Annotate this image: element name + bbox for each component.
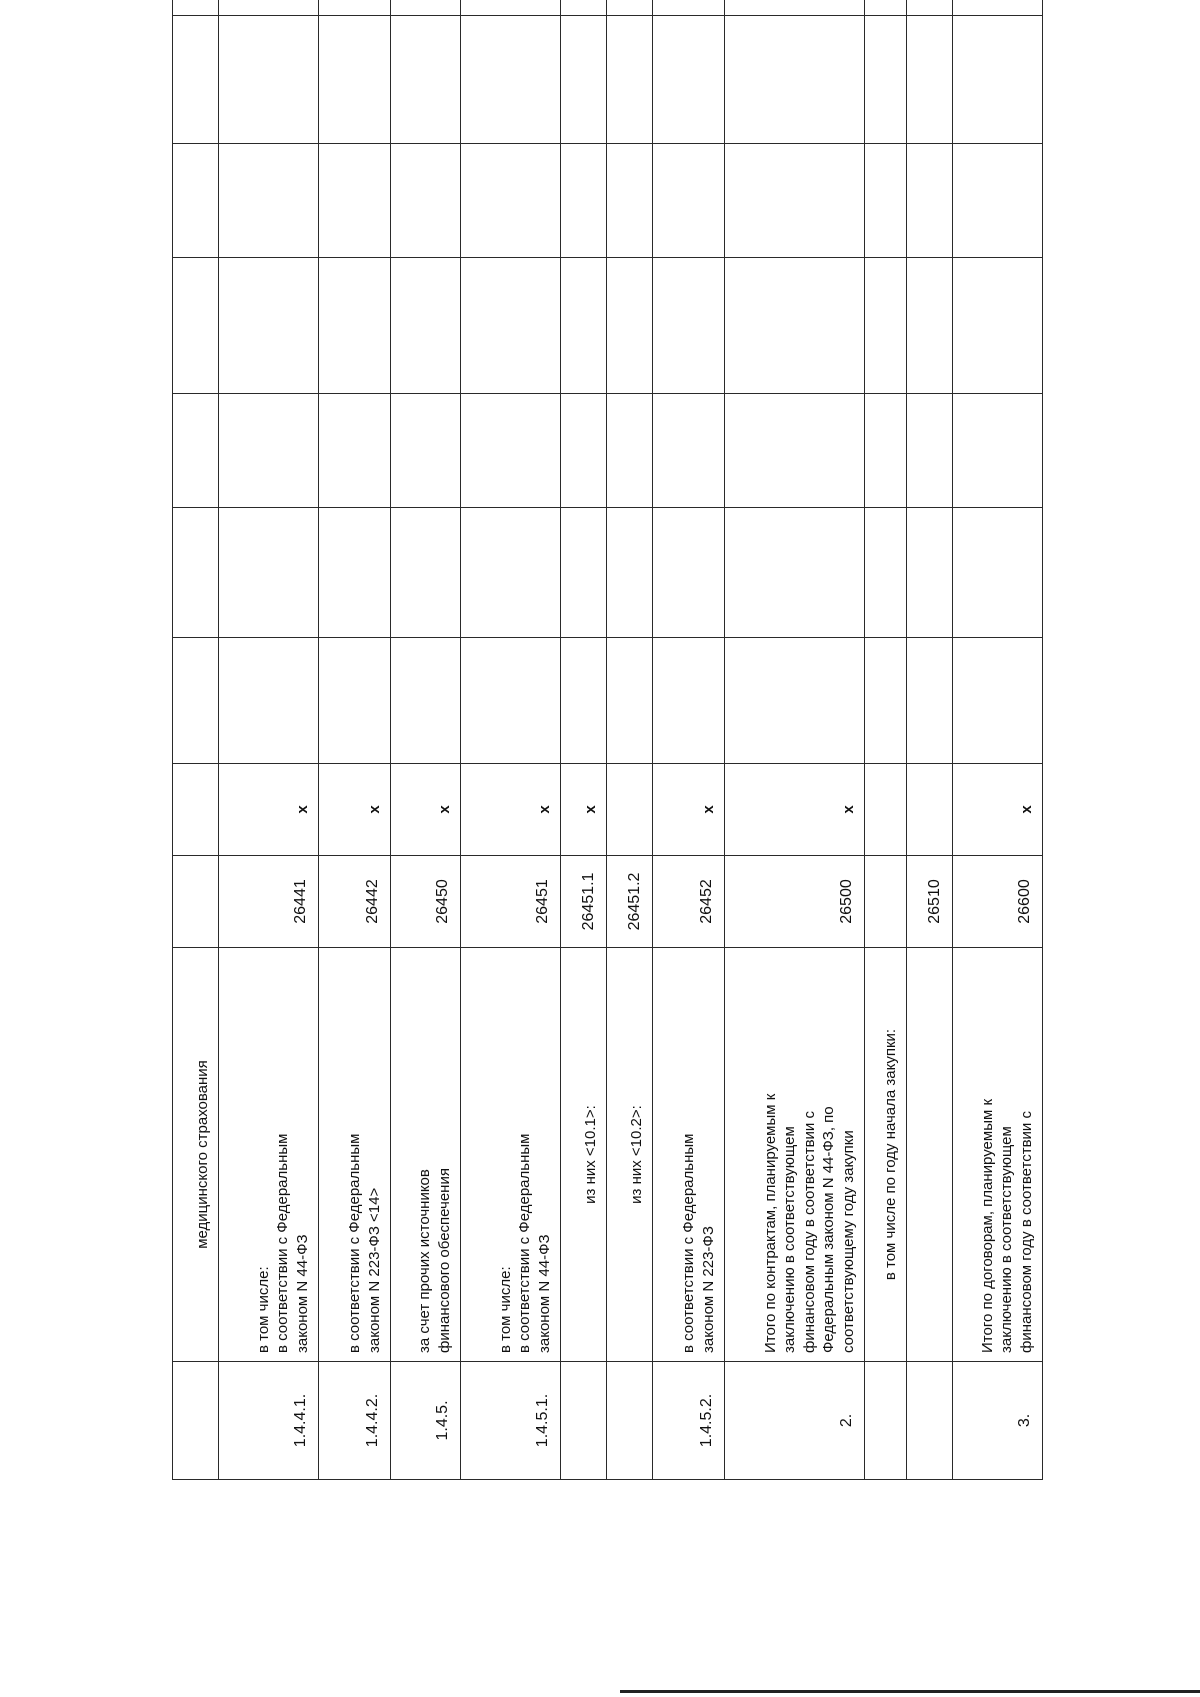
empty-cell <box>173 0 219 16</box>
empty-cell <box>907 144 953 258</box>
row-mark: x <box>319 764 391 856</box>
empty-cell <box>607 638 653 764</box>
table-row <box>561 0 607 1480</box>
empty-cell <box>953 394 1043 508</box>
empty-cell <box>219 16 319 144</box>
row-code: 26442 <box>319 856 391 948</box>
row-code: 26451.2 <box>607 856 653 948</box>
empty-cell <box>561 258 607 394</box>
empty-cell <box>607 144 653 258</box>
empty-cell <box>219 0 319 16</box>
empty-cell <box>319 258 391 394</box>
row-name: в том числе: в соответствии с Федеральным законом N 44-ФЗ <box>461 948 561 1362</box>
empty-cell <box>907 258 953 394</box>
row-number <box>865 1362 907 1480</box>
table-row <box>461 0 561 1480</box>
row-name: в соответствии с Федеральным законом N 223-ФЗ <14> <box>319 948 391 1362</box>
empty-cell <box>907 394 953 508</box>
empty-cell <box>219 394 319 508</box>
table-row <box>173 0 219 1480</box>
financial-table <box>172 0 1043 1480</box>
empty-cell <box>173 144 219 258</box>
table-row <box>219 0 319 1480</box>
row-number: 3. <box>953 1362 1043 1480</box>
empty-cell <box>391 258 461 394</box>
empty-cell <box>725 258 865 394</box>
row-number: 2. <box>725 1362 865 1480</box>
empty-cell <box>653 0 725 16</box>
empty-cell <box>319 394 391 508</box>
empty-cell <box>725 144 865 258</box>
empty-cell <box>907 508 953 638</box>
row-code: 26450 <box>391 856 461 948</box>
empty-cell <box>173 16 219 144</box>
empty-cell <box>561 638 607 764</box>
row-mark <box>907 764 953 856</box>
empty-cell <box>391 16 461 144</box>
row-mark: x <box>391 764 461 856</box>
empty-cell <box>725 508 865 638</box>
row-code <box>865 856 907 948</box>
row-mark <box>865 764 907 856</box>
empty-cell <box>391 0 461 16</box>
empty-cell <box>865 508 907 638</box>
empty-cell <box>953 16 1043 144</box>
empty-cell <box>461 16 561 144</box>
table-row <box>391 0 461 1480</box>
row-name: Итого по контрактам, планируемым к заключению в соответствующем финансовом году в соответствии с Федеральным законом N 44-ФЗ, по соответствующему году закупки <box>725 948 865 1362</box>
empty-cell <box>865 0 907 16</box>
row-number: 1.4.5. <box>391 1362 461 1480</box>
empty-cell <box>561 16 607 144</box>
row-name <box>907 948 953 1362</box>
table-row <box>865 0 907 1480</box>
table-row <box>319 0 391 1480</box>
empty-cell <box>607 0 653 16</box>
row-mark: x <box>219 764 319 856</box>
row-number: 1.4.4.1. <box>219 1362 319 1480</box>
row-code: 26451.1 <box>561 856 607 948</box>
empty-cell <box>461 0 561 16</box>
row-mark: x <box>953 764 1043 856</box>
empty-cell <box>653 16 725 144</box>
row-code: 26451 <box>461 856 561 948</box>
empty-cell <box>907 638 953 764</box>
empty-cell <box>953 0 1043 16</box>
row-number <box>907 1362 953 1480</box>
empty-cell <box>865 258 907 394</box>
row-number <box>173 1362 219 1480</box>
row-name: из них <10.1>: <box>561 948 607 1362</box>
empty-cell <box>319 508 391 638</box>
empty-cell <box>953 508 1043 638</box>
row-code: 26510 <box>907 856 953 948</box>
row-mark: x <box>725 764 865 856</box>
empty-cell <box>953 258 1043 394</box>
empty-cell <box>865 144 907 258</box>
empty-cell <box>907 0 953 16</box>
row-code: 26600 <box>953 856 1043 948</box>
row-name: в соответствии с Федеральным законом N 223-ФЗ <box>653 948 725 1362</box>
empty-cell <box>561 394 607 508</box>
empty-cell <box>865 638 907 764</box>
empty-cell <box>391 144 461 258</box>
empty-cell <box>561 508 607 638</box>
empty-cell <box>173 258 219 394</box>
row-name: Итого по договорам, планируемым к заключению в соответствующем финансовом году в соответствии с <box>953 948 1043 1362</box>
empty-cell <box>391 508 461 638</box>
empty-cell <box>725 638 865 764</box>
row-number: 1.4.5.2. <box>653 1362 725 1480</box>
empty-cell <box>461 508 561 638</box>
row-name: за счет прочих источников финансового обеспечения <box>391 948 461 1362</box>
row-number: 1.4.4.2. <box>319 1362 391 1480</box>
empty-cell <box>561 0 607 16</box>
row-mark <box>607 764 653 856</box>
empty-cell <box>865 16 907 144</box>
empty-cell <box>319 0 391 16</box>
empty-cell <box>607 16 653 144</box>
empty-cell <box>561 144 607 258</box>
empty-cell <box>725 16 865 144</box>
row-name: из них <10.2>: <box>607 948 653 1362</box>
empty-cell <box>461 394 561 508</box>
empty-cell <box>725 394 865 508</box>
row-name: в том числе по году начала закупки: <box>865 948 907 1362</box>
empty-cell <box>173 394 219 508</box>
empty-cell <box>653 258 725 394</box>
row-code: 26452 <box>653 856 725 948</box>
table-row <box>653 0 725 1480</box>
row-mark: x <box>561 764 607 856</box>
row-code: 26441 <box>219 856 319 948</box>
row-mark: x <box>653 764 725 856</box>
row-mark: x <box>461 764 561 856</box>
empty-cell <box>173 508 219 638</box>
empty-cell <box>461 144 561 258</box>
empty-cell <box>319 144 391 258</box>
empty-cell <box>653 508 725 638</box>
empty-cell <box>607 394 653 508</box>
row-number: 1.4.5.1. <box>461 1362 561 1480</box>
table-row <box>953 0 1043 1480</box>
empty-cell <box>865 394 907 508</box>
row-code <box>173 856 219 948</box>
empty-cell <box>391 394 461 508</box>
empty-cell <box>653 394 725 508</box>
empty-cell <box>219 258 319 394</box>
table-row <box>907 0 953 1480</box>
empty-cell <box>461 258 561 394</box>
empty-cell <box>907 16 953 144</box>
empty-cell <box>653 638 725 764</box>
row-number <box>607 1362 653 1480</box>
empty-cell <box>653 144 725 258</box>
row-mark <box>173 764 219 856</box>
row-name: в том числе: в соответствии с Федеральным законом N 44-ФЗ <box>219 948 319 1362</box>
empty-cell <box>219 144 319 258</box>
empty-cell <box>461 638 561 764</box>
empty-cell <box>953 144 1043 258</box>
empty-cell <box>391 638 461 764</box>
row-number <box>561 1362 607 1480</box>
empty-cell <box>173 638 219 764</box>
empty-cell <box>725 0 865 16</box>
empty-cell <box>607 258 653 394</box>
empty-cell <box>319 16 391 144</box>
empty-cell <box>219 508 319 638</box>
row-name: медицинского страхования <box>173 948 219 1362</box>
table-row <box>607 0 653 1480</box>
page-edge-rule <box>620 1690 1200 1693</box>
table-row <box>725 0 865 1480</box>
empty-cell <box>219 638 319 764</box>
empty-cell <box>953 638 1043 764</box>
row-code: 26500 <box>725 856 865 948</box>
empty-cell <box>607 508 653 638</box>
empty-cell <box>319 638 391 764</box>
